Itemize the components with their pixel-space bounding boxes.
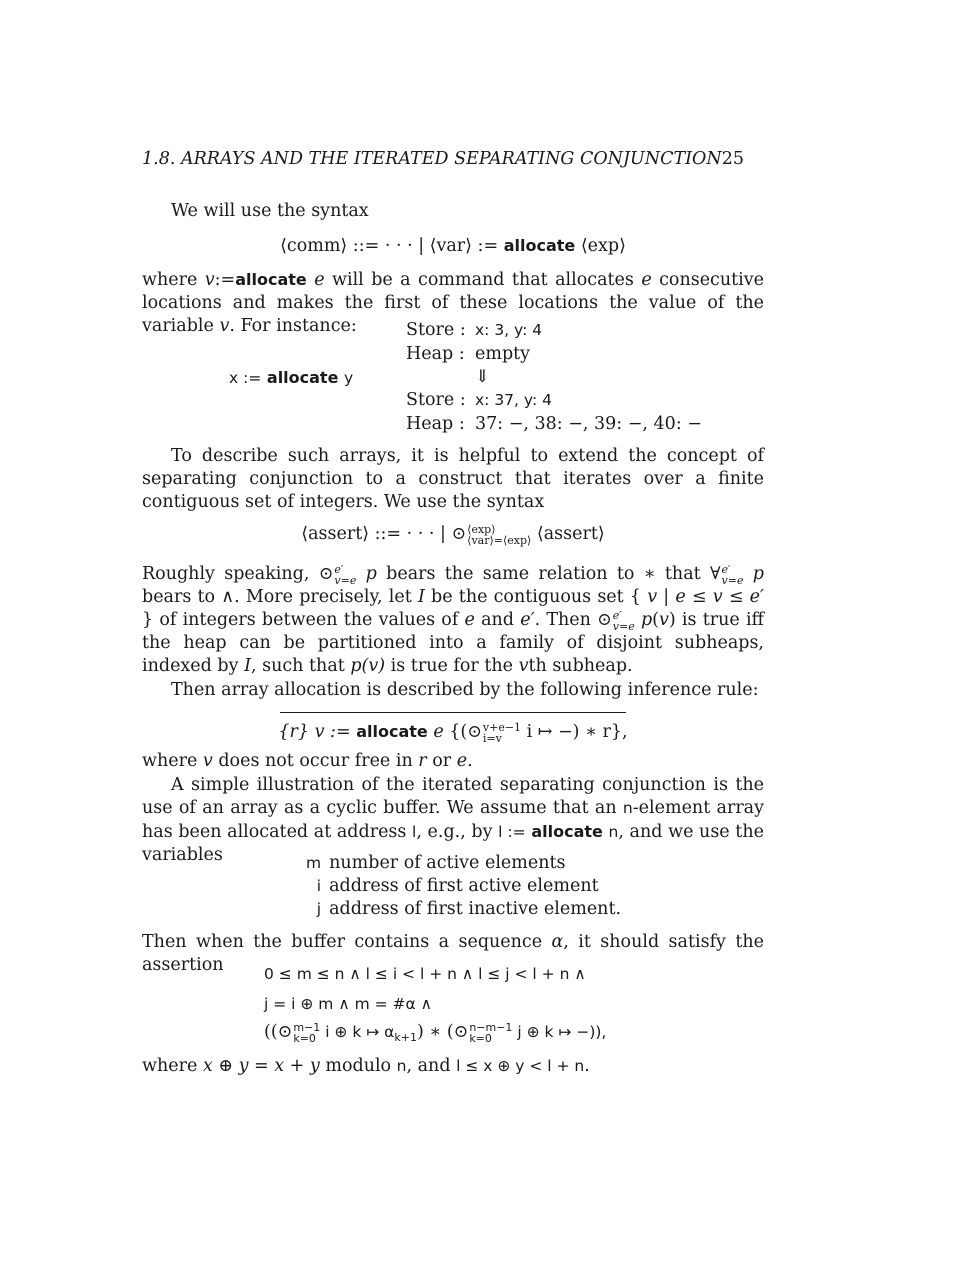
assertion-line-3: ((⊙ m−1 k=0 i ⊕ k ↦ $\alpha_{k+1}$) ∗ (⊙ n−m−1 k=0 j ⊕ k ↦ −)), [264, 1020, 607, 1045]
paragraph-arrays: To describe such arrays, it is helpful to extend the concept of separating conjunction to a construct that iterates over a finite contiguous set of integers. We use the syntax [142, 446, 764, 512]
heap-label-2: Heap : [406, 414, 465, 434]
assertion-line-1: 0 ≤ m ≤ n ∧ l ≤ i < l + n ∧ l ≤ j < l + n ∧ [264, 965, 586, 983]
grammar-assert: ⟨assert⟩ ::= · · · | ⊙ ⟨exp⟩ ⟨var⟩=⟨exp⟩ ⟨assert⟩ [301, 522, 605, 547]
section-title: ARRAYS AND THE ITERATED SEPARATING CONJUNCTION [180, 149, 722, 169]
paragraph-then-array: Then array allocation is described by the following inference rule: [171, 680, 759, 700]
var-row: m number of active elements [306, 853, 566, 873]
paragraph-roughly: Roughly speaking, ⊙ e′ v=e p bears the same relation to ∗ that ∀ e′ v=e p bears to ∧. More precisely, let I be the contiguous set { v | e ≤ v ≤ e′ } of integers between the values of e and e′. Then ⊙ e′ v=e p(v) is true iff the heap can be partitioned into a family of disjoint subheaps, indexed by I, such that p(v) is true for the vth subheap. [142, 562, 764, 676]
store-value-1: x: 3, y: 4 [475, 321, 543, 339]
running-header [142, 148, 744, 171]
paragraph-intro: We will use the syntax [171, 201, 369, 221]
var-row: j address of first inactive element. [316, 899, 622, 919]
paragraph-where-v: where v does not occur free in r or e. [142, 751, 473, 771]
store-value-2: x: 37, y: 4 [475, 391, 552, 409]
grammar-comm: ⟨comm⟩ ::= · · · | ⟨var⟩ := allocate ⟨exp⟩ [280, 236, 626, 256]
inference-rule: {r} v := allocate e {(⊙ v+e−1 i=v i ↦ −) ∗ r}, [278, 720, 628, 745]
inference-rule-line [280, 712, 626, 713]
page-number: 25 [721, 149, 744, 169]
down-arrow-icon: ⇓ [475, 367, 490, 387]
variables-table [302, 852, 625, 921]
store-label-2: Store : [406, 390, 466, 410]
heap-value-2: 37: −, 38: −, 39: −, 40: − [475, 414, 702, 434]
store-label-1: Store : [406, 320, 466, 340]
assertion-line-2: j = i ⊕ m ∧ m = #α ∧ [264, 995, 433, 1013]
heap-value-1: empty [475, 344, 531, 364]
example-command: x := allocate y [229, 368, 354, 387]
section-number: 1.8. [142, 149, 176, 169]
var-row: i address of first active element [316, 876, 599, 896]
heap-label-1: Heap : [406, 344, 465, 364]
paragraph-buffer-sequence: Then when the buffer contains a sequence α, it should satisfy the assertion [142, 932, 765, 975]
paragraph-cyclic-buffer: A simple illustration of the iterated separating conjunction is the use of an array as a cyclic buffer. We assume that an n-element array has been allocated at address l, e.g., by l := allocate n, and we use the variables [142, 775, 765, 865]
paragraph-allocate-desc: where v:=allocate e will be a command that allocates e consecutive locations and makes the first of these locations the value of the variable v. For instance: [142, 270, 764, 336]
paragraph-modulo: where x ⊕ y = x + y modulo n, and l ≤ x ⊕ y < l + n. [142, 1056, 590, 1076]
